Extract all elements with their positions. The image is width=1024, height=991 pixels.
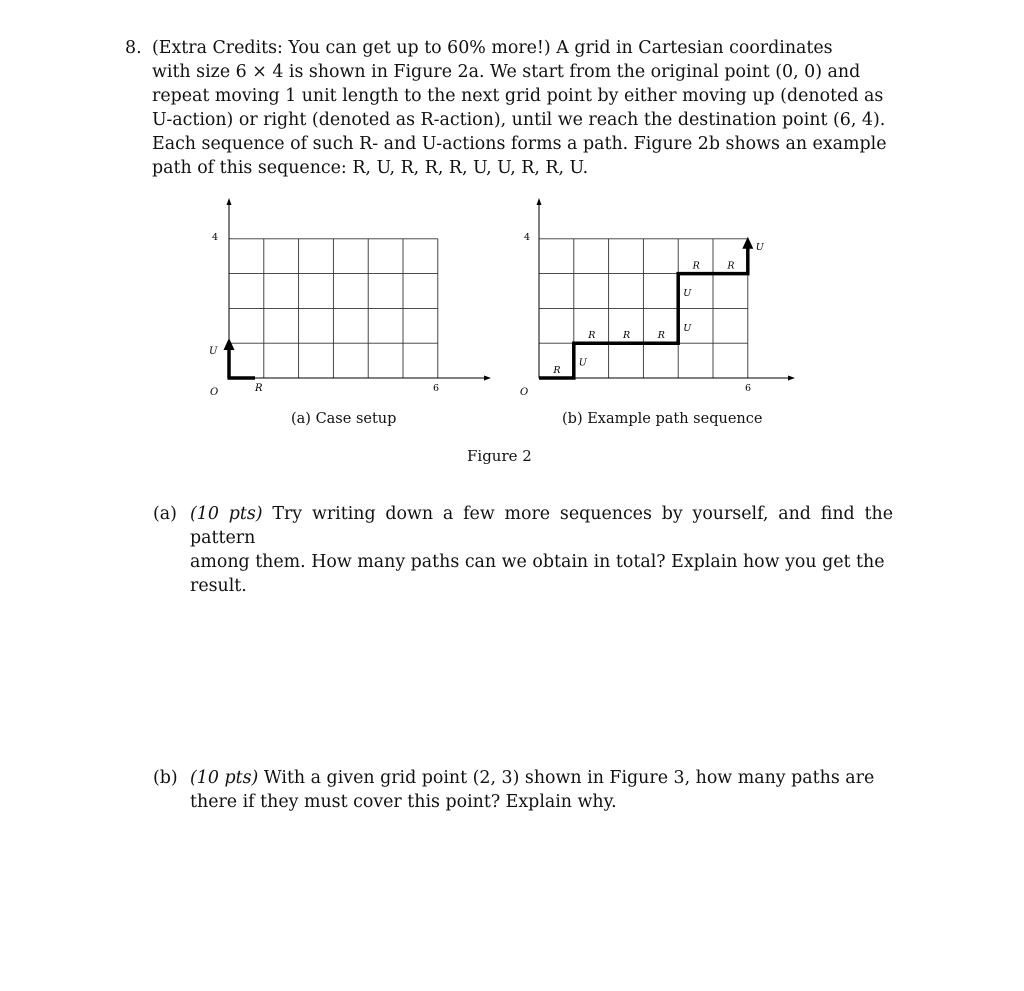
- problem-line: (Extra Credits: You can get up to 60% more!) A grid in Cartesian coordinates: [152, 38, 833, 58]
- problem-text: [152, 36, 895, 180]
- path-step-labels: [552, 242, 764, 376]
- origin-label: O: [210, 387, 219, 398]
- part-b-line: With a given grid point (2, 3) shown in Figure 3, how many paths are: [263, 768, 875, 788]
- path-arrowhead: [224, 338, 235, 350]
- y-max-label: 4: [212, 232, 219, 243]
- grid: [539, 239, 748, 378]
- y-axis-arrow: [227, 198, 232, 205]
- grid: [229, 239, 438, 378]
- path-step-label: U: [683, 288, 692, 299]
- problem-line: repeat moving 1 unit length to the next grid point by either moving up (denoted as: [152, 86, 884, 106]
- problem-statement: [125, 36, 895, 180]
- path-step-label: R: [623, 330, 631, 342]
- figure-label: Figure 2: [467, 447, 532, 465]
- x-max-label: 6: [433, 383, 440, 394]
- part-a-line: among them. How many paths can we obtain in total? Explain how you get the: [190, 552, 885, 572]
- path-step-label: U: [755, 241, 764, 253]
- path-step-label: R: [588, 330, 596, 342]
- origin-label: O: [520, 387, 529, 398]
- figure-2b: [505, 190, 805, 410]
- problem-line: Each sequence of such R- and U-actions forms a path. Figure 2b shows an example: [152, 134, 887, 154]
- x-max-label: 6: [745, 383, 752, 394]
- part-a-points: (10 pts): [190, 504, 263, 524]
- part-a-line: result.: [190, 576, 247, 596]
- problem-line: U-action) or right (denoted as R-action), until we reach the destination point (6, 4).: [152, 110, 886, 130]
- step-label-r: R: [255, 383, 263, 394]
- problem-line: path of this sequence: R, U, R, R, R, U, U, R, R, U.: [152, 158, 589, 178]
- path-step-label: R: [553, 365, 561, 376]
- part-a-line: Try writing down a few more sequences by yourself, and find the pattern: [190, 504, 893, 548]
- path-step-label: U: [578, 357, 587, 369]
- x-axis-arrow: [788, 376, 795, 381]
- part-a: [153, 502, 893, 598]
- x-axis-arrow: [484, 376, 491, 381]
- path-step-label: R: [692, 260, 700, 272]
- part-b-text: [190, 766, 893, 814]
- part-b-line: there if they must cover this point? Explain why.: [190, 792, 617, 812]
- part-b-label: (b): [153, 768, 178, 788]
- figure-2a: [195, 190, 495, 410]
- path-step-label: U: [683, 322, 692, 334]
- path-step-label: R: [657, 330, 665, 342]
- problem-line: with size 6 × 4 is shown in Figure 2a. We start from the original point (0, 0) and: [152, 62, 861, 82]
- caption-2b: (b) Example path sequence: [562, 411, 763, 427]
- problem-number: 8.: [125, 38, 142, 58]
- part-b: [153, 766, 893, 814]
- caption-2a: (a) Case setup: [291, 411, 397, 427]
- part-a-text: [190, 502, 893, 598]
- path-step-label: R: [727, 260, 735, 272]
- part-b-points: (10 pts): [190, 768, 259, 788]
- step-label-u: U: [209, 346, 218, 357]
- y-axis-arrow: [537, 198, 542, 205]
- part-a-label: (a): [153, 504, 177, 524]
- y-max-label: 4: [524, 232, 531, 243]
